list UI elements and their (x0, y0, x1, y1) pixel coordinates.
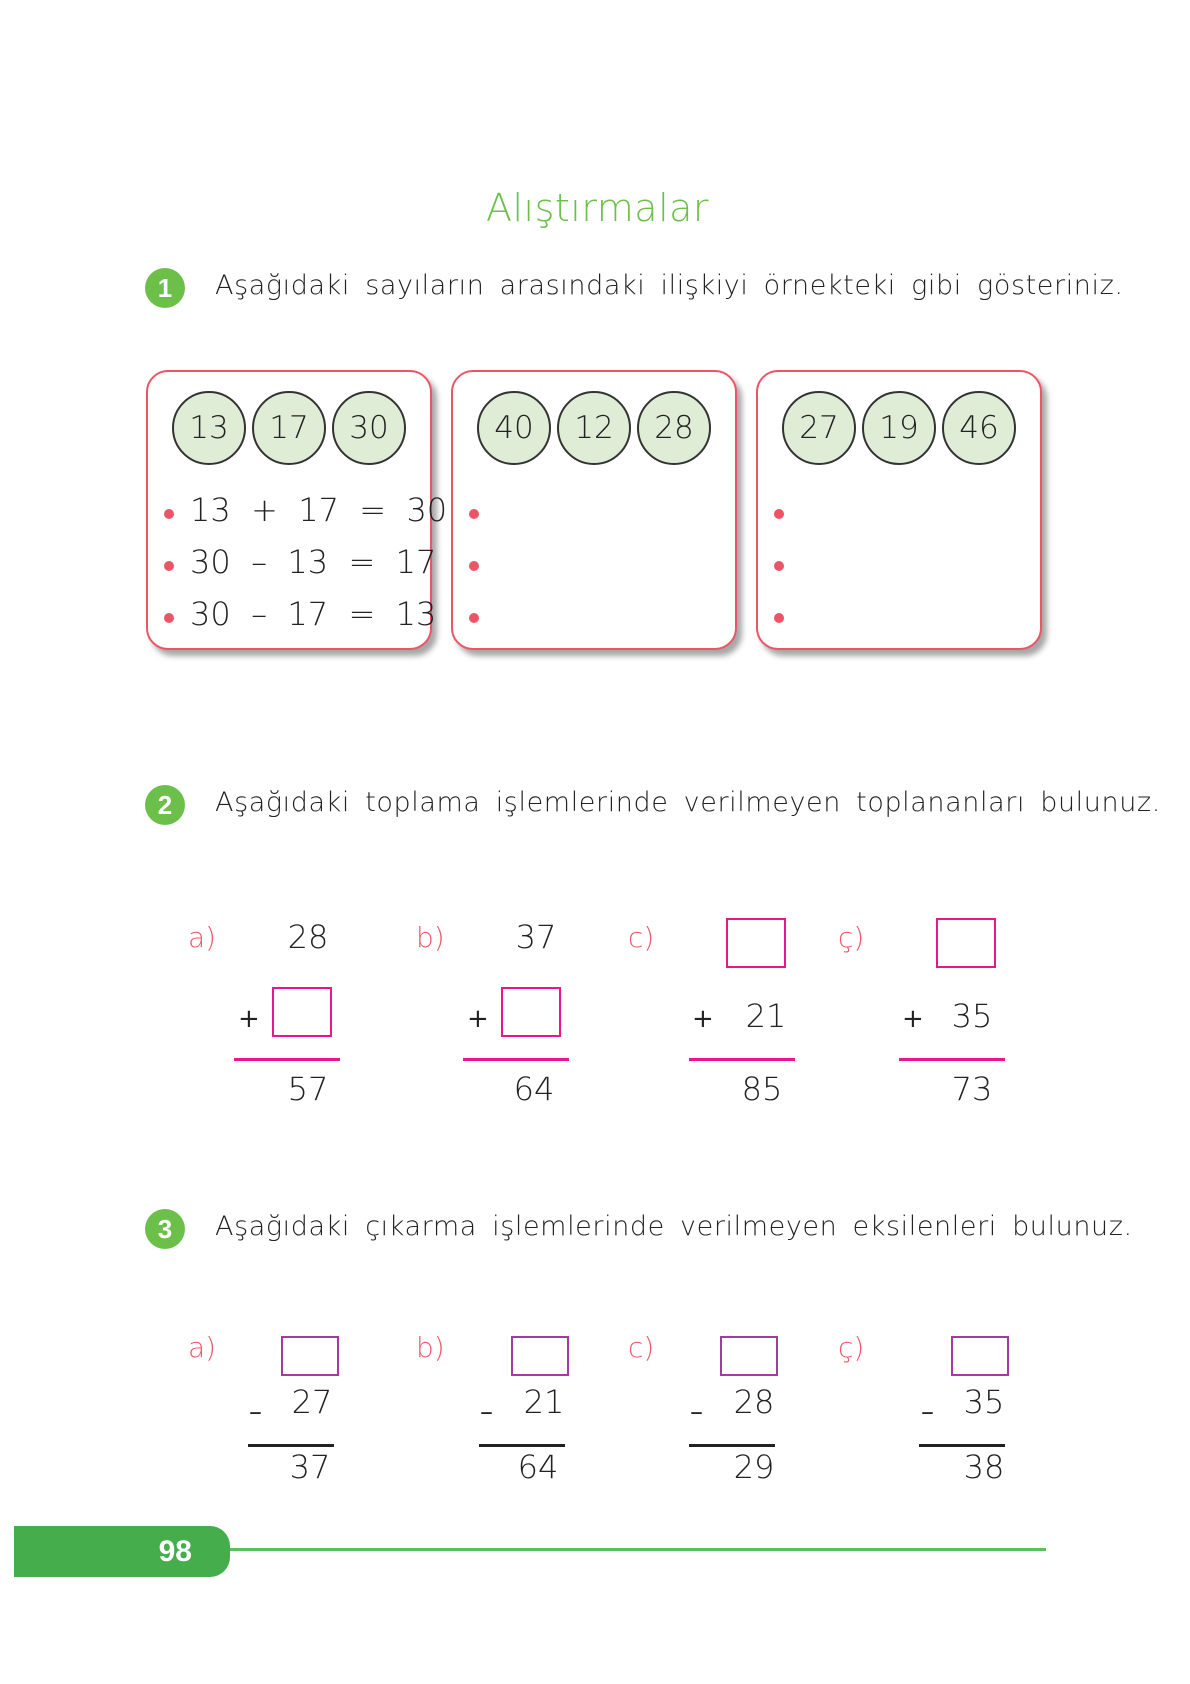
bullet-icon (774, 509, 784, 519)
number-circle: 13 (172, 391, 246, 465)
item-label: b) (416, 1331, 445, 1364)
difference-result: 37 (289, 1448, 331, 1486)
bullet-icon (774, 613, 784, 623)
plus-sign: + (692, 1004, 714, 1034)
sum-result: 64 (513, 1070, 555, 1108)
bullet-icon (469, 613, 479, 623)
equation-line: 30 – 17 = 13 (190, 595, 437, 633)
difference-result: 29 (733, 1448, 775, 1486)
answer-box[interactable] (720, 1336, 778, 1376)
answer-box[interactable] (272, 987, 332, 1037)
item-label: c) (628, 921, 655, 954)
bullet-icon (469, 509, 479, 519)
question-3-text: Aşağıdaki çıkarma işlemlerinde verilmeyen eksilenleri bulunuz. (215, 1211, 1133, 1242)
addend-top: 37 (515, 918, 557, 956)
answer-box[interactable] (511, 1336, 569, 1376)
footer-divider (230, 1548, 1046, 1551)
exercise-card (756, 370, 1042, 650)
answer-box[interactable] (936, 918, 996, 968)
minus-sign: – (480, 1397, 493, 1427)
minus-sign: – (921, 1397, 934, 1427)
addend-top: 28 (287, 918, 329, 956)
bullet-icon (774, 561, 784, 571)
item-label: ç) (838, 1331, 865, 1364)
bullet-icon (164, 613, 174, 623)
equation-line: 30 – 13 = 17 (190, 543, 437, 581)
number-circle: 27 (782, 391, 856, 465)
page-number: 98 (14, 1526, 230, 1577)
subtrahend: 35 (963, 1383, 1005, 1421)
sum-line (899, 1058, 1005, 1061)
number-circle: 19 (862, 391, 936, 465)
sum-line (463, 1058, 569, 1061)
difference-line (248, 1444, 334, 1447)
item-label: c) (628, 1331, 655, 1364)
plus-sign: + (467, 1004, 489, 1034)
sum-line (689, 1058, 795, 1061)
difference-result: 38 (963, 1448, 1005, 1486)
number-circle: 46 (942, 391, 1016, 465)
question-2-badge: 2 (145, 785, 185, 825)
page-title: Alıştırmalar (485, 186, 710, 230)
bullet-icon (164, 561, 174, 571)
subtrahend: 28 (733, 1383, 775, 1421)
question-1-badge: 1 (145, 268, 185, 308)
subtrahend: 27 (291, 1383, 333, 1421)
difference-line (919, 1444, 1005, 1447)
number-circle: 17 (252, 391, 326, 465)
item-label: a) (188, 921, 217, 954)
difference-result: 64 (517, 1448, 559, 1486)
addend-middle: 21 (745, 997, 787, 1035)
minus-sign: – (249, 1397, 262, 1427)
question-3-badge: 3 (145, 1209, 185, 1249)
difference-line (689, 1444, 775, 1447)
plus-sign: + (902, 1004, 924, 1034)
difference-line (479, 1444, 565, 1447)
subtrahend: 21 (523, 1383, 565, 1421)
answer-box[interactable] (726, 918, 786, 968)
sum-result: 85 (741, 1070, 783, 1108)
sum-line (234, 1058, 340, 1061)
equation-line: 13 + 17 = 30 (190, 491, 448, 529)
item-label: b) (416, 921, 445, 954)
item-label: ç) (838, 921, 865, 954)
minus-sign: – (690, 1397, 703, 1427)
answer-box[interactable] (281, 1336, 339, 1376)
number-circle: 28 (637, 391, 711, 465)
question-1-text: Aşağıdaki sayıların arasındaki ilişkiyi örnekteki gibi gösteriniz. (215, 270, 1124, 301)
bullet-icon (164, 509, 174, 519)
number-circle: 12 (557, 391, 631, 465)
question-2-text: Aşağıdaki toplama işlemlerinde verilmeyen toplananları bulunuz. (215, 787, 1161, 818)
answer-box[interactable] (951, 1336, 1009, 1376)
sum-result: 57 (287, 1070, 329, 1108)
sum-result: 73 (951, 1070, 993, 1108)
exercise-card (451, 370, 737, 650)
bullet-icon (469, 561, 479, 571)
number-circle: 40 (477, 391, 551, 465)
example-card (146, 370, 448, 650)
number-circle: 30 (332, 391, 406, 465)
item-label: a) (188, 1331, 217, 1364)
addend-middle: 35 (951, 997, 993, 1035)
plus-sign: + (238, 1004, 260, 1034)
answer-box[interactable] (501, 987, 561, 1037)
